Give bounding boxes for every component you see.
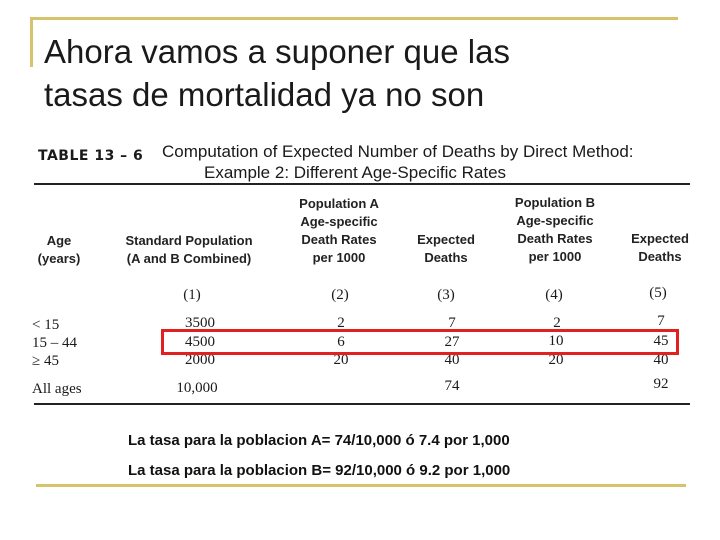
column-number-1: (1)	[183, 287, 201, 303]
highlight-box	[161, 329, 679, 355]
header-expected-deaths-a: Expected Deaths	[417, 232, 475, 265]
cell-standard: 2000	[185, 352, 215, 368]
table-bottom-rule	[34, 403, 690, 405]
column-number-2: (2)	[331, 287, 349, 303]
cell-standard: 4500	[185, 334, 215, 350]
cell-rate-b: 2	[553, 315, 561, 331]
table-top-rule	[34, 183, 690, 185]
header-standard-population: Standard Population (A and B Combined)	[125, 233, 253, 266]
left-accent-line	[30, 17, 33, 67]
cell-expected-a: 27	[444, 334, 460, 350]
note-rate-population-a: La tasa para la poblacion A= 74/10,000 ó 7.4 por 1,000	[128, 432, 510, 449]
table-title-line-1: Computation of Expected Number of Deaths by Direct Method:	[162, 142, 634, 161]
table-image	[30, 128, 696, 414]
header-population-a: Population A Age-specific Death Rates per 1000	[299, 196, 379, 265]
column-number-5: (5)	[649, 285, 667, 301]
slide-title-line-2: tasas de mortalidad ya no son	[44, 76, 485, 113]
row-label: < 15	[32, 317, 60, 333]
row-label: 15 – 44	[32, 335, 77, 351]
cell-expected-b: 7	[657, 313, 665, 329]
row-label: All ages	[32, 381, 82, 397]
cell-rate-a: 2	[337, 315, 345, 331]
cell-standard: 10,000	[176, 380, 218, 396]
cell-rate-b: 10	[548, 333, 564, 349]
cell-expected-b: 45	[653, 333, 669, 349]
top-accent-line	[32, 17, 678, 20]
cell-standard: 3500	[185, 315, 215, 331]
table-label: TABLE 13 – 6	[38, 148, 144, 164]
slide-title-line-1: Ahora vamos a suponer que las	[44, 33, 510, 70]
cell-expected-b: 92	[653, 376, 669, 392]
note-rate-population-b: La tasa para la poblacion B= 92/10,000 ó 9.2 por 1,000	[128, 462, 511, 479]
bottom-accent-line	[36, 484, 686, 487]
header-population-b: Population B Age-specific Death Rates per 1000	[514, 195, 596, 264]
cell-expected-b: 40	[653, 352, 669, 368]
header-age: Age (years)	[37, 233, 81, 266]
column-number-4: (4)	[545, 287, 563, 303]
cell-rate-b: 20	[548, 352, 564, 368]
header-expected-deaths-b: Expected Deaths	[631, 231, 689, 264]
cell-expected-a: 74	[444, 378, 460, 394]
column-number-3: (3)	[437, 287, 455, 303]
table-title-line-2: Example 2: Different Age-Specific Rates	[204, 163, 507, 182]
row-label: ≥ 45	[32, 353, 59, 369]
cell-expected-a: 40	[444, 352, 460, 368]
cell-rate-a: 6	[337, 334, 345, 350]
cell-rate-a: 20	[333, 352, 349, 368]
table-caption	[34, 136, 694, 180]
slide-title	[44, 30, 684, 116]
cell-expected-a: 7	[448, 315, 456, 331]
